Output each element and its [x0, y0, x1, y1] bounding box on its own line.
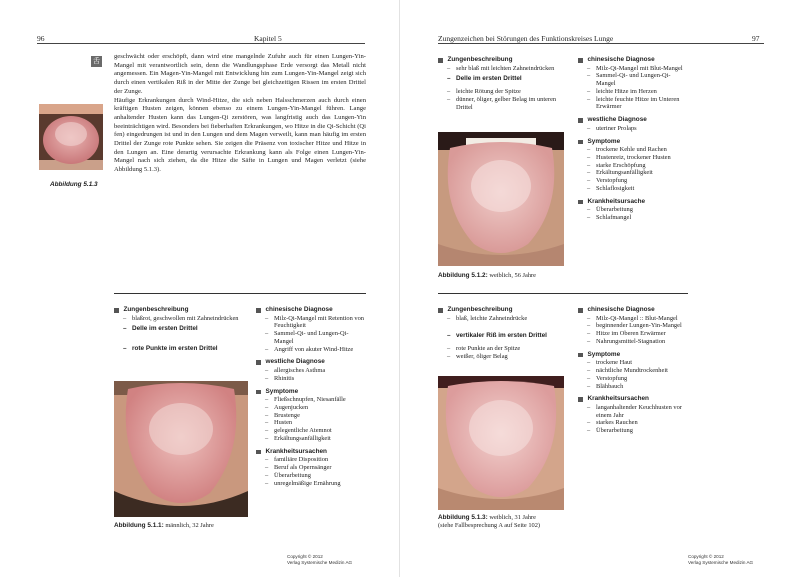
right-header-rule: [438, 43, 764, 44]
case2-tongue-photo: [438, 132, 564, 266]
body-text-block: [114, 53, 366, 175]
side-tongue-photo: [39, 104, 103, 170]
case1-caption: Abbildung 5.1.1: männlich, 32 Jahre: [114, 522, 214, 529]
case2-tongue-description: Zungenbeschreibung – sehr blaß mit leichten Zahneindrücken – Delle im ersten Drittel – leichte Rötung der Spitze – dünner, öliger, gelber Belag im unteren Drittel: [438, 56, 564, 116]
left-copyright: Copyright © 2012 Verlag Systemische Medizin AG: [287, 554, 353, 565]
bullet-square-icon: [114, 308, 119, 313]
case3-tongue-photo: [438, 376, 564, 510]
right-page: [400, 0, 800, 577]
case1-zungen-bold-item: – Delle im ersten Drittel: [123, 325, 244, 333]
body-paragraph-2: Häufige Erkrankungen durch Wind-Hitze, die sich neben Halsschmerzen auch durch einen kräftigen Husten zeigen, können ebenso zu einem Lungen-Yin-Mangel führen. Lange anhaltender Husten kann das Lungen-Qi zerstören, was langfristig auch das Lungen-Yin beeinträchtigen wird. Besonders bei fieberhaften Erkrankungen, wo Hitze in die Qi-Schicht (Qi fen) eingedrungen ist und in den Lungen und dem Magen verweilt, kann man häufig im ersten Drittel der Zunge rote Punkte sehen. Sie zeigen die Präsenz von toxischer Hitze und Hitze in den Lungen an. Eine derartig verursachte Erkrankung kann als Folge einen Lungen-Yin-Mangel nach sich ziehen, da die Hitze die Säfte in Lungen und Magen verletzt (siehe Abbildung 5.1.3).: [114, 96, 366, 174]
case3-diagnosis-column: chinesische Diagnose – Milz-Qi-Mangel :: Blut-Mangel – beginnender Lungen-Yin-Mangel – Hitze im Oberen Erwärmer – Nahrungsmittel-Stagnation Symptome – trockene Haut – nächtliche Mundtrockenheit – Verstopfung – Blähbauch Krankheitsursachen – langanhaltender Keuchhusten vor einem Jahr – starkes Rauchen – Überarbeitung: [578, 306, 690, 440]
case3-caption: Abbildung 5.1.3: weiblich, 31 Jahre (siehe Fallbesprechung A auf Seite 102): [438, 514, 541, 529]
case1-sym-heading: Symptome: [256, 388, 368, 397]
chapter-header: Kapitel 5: [254, 34, 282, 43]
body-paragraph-1: geschwächt oder erschöpft, dann wird eine mangelnde Zufuhr auch für einen Lungen-Yin-Mangel mit verantwortlich sein, denn die Wandlungsphase Erde versorgt das Metall nicht angemessen. Ein Magen-Yin-Mangel mit Entwicklung hin zum Lungen-Yin-Mangel zeigt sich durch einen vertikalen Riß in der Mitte der Zunge bei gleichzeitigen Rissen im ersten Drittel der Zunge.: [114, 53, 366, 95]
side-figure-caption: Abbildung 5.1.3: [50, 181, 98, 188]
case1-diagnosis-column: chinesische Diagnose – Milz-Qi-Mangel mit Retention von Feuchtigkeit – Sammel-Qi- und Lungen-Qi-Mangel – Angriff von akuter Wind-Hitze westliche Diagnose – allergisches Asthma – Rhinitis Symptome – Fließschnupfen, Niesanfälle – Augenjucken – Brustenge – Husten – gelegentliche Atemnot – Erkältungsanfälligkeit Krankheitsursachen – familiäre Disposition – Beruf als Opernsänger – Überarbeitung – unregelmäßige Ernährung: [256, 306, 368, 493]
case1-zungen-heading: Zungenbeschreibung: [114, 306, 244, 315]
left-header-rule: [37, 43, 365, 44]
case2-diagnosis-column: chinesische Diagnose – Milz-Qi-Mangel mit Blut-Mangel – Sammel-Qi- und Lungen-Qi-Mangel – leichte Hitze im Herzen – leichte feuchte Hitze im Unteren Erwärmer westliche Diagnose – uteriner Prolaps Symptome – trockene Kehle und Rachen – Hustenreiz, trockener Husten – starke Erschöpfung – Erkältungsanfälligkeit – Verstopfung – Schlaflosigkeit Krankheitsursache – Überarbeitung – Schlafmangel: [578, 56, 690, 227]
right-page-number: 97: [752, 34, 760, 43]
case3-tongue-description: Zungenbeschreibung – blaß, leichte Zahneindrücke – vertikaler Riß im ersten Drittel – rote Punkte an der Spitze – weißer, öliger Belag: [438, 306, 564, 366]
tongue-icon: 舌: [93, 57, 100, 65]
case1-tongue-photo: [114, 381, 248, 517]
case1-chin-heading: chinesische Diagnose: [256, 306, 368, 315]
case1-krank-heading: Krankheitsursachen: [256, 448, 368, 457]
case1-zungen-item: – blaßrot, geschwollen mit Zahneindrücken: [123, 315, 244, 323]
left-page-number: 96: [37, 34, 45, 43]
case2-caption: Abbildung 5.1.2: weiblich, 56 Jahre: [438, 272, 537, 279]
case1-west-heading: westliche Diagnose: [256, 358, 368, 367]
left-section-rule: [114, 293, 366, 294]
right-copyright: Copyright © 2012 Verlag Systemische Medizin AG: [688, 554, 754, 565]
case1-tongue-description: [114, 306, 244, 358]
case1-zungen-bold-item: – rote Punkte im ersten Drittel: [123, 345, 244, 353]
right-header-title: Zungenzeichen bei Störungen des Funktionskreises Lunge: [438, 34, 614, 43]
right-section-rule: [438, 293, 688, 294]
